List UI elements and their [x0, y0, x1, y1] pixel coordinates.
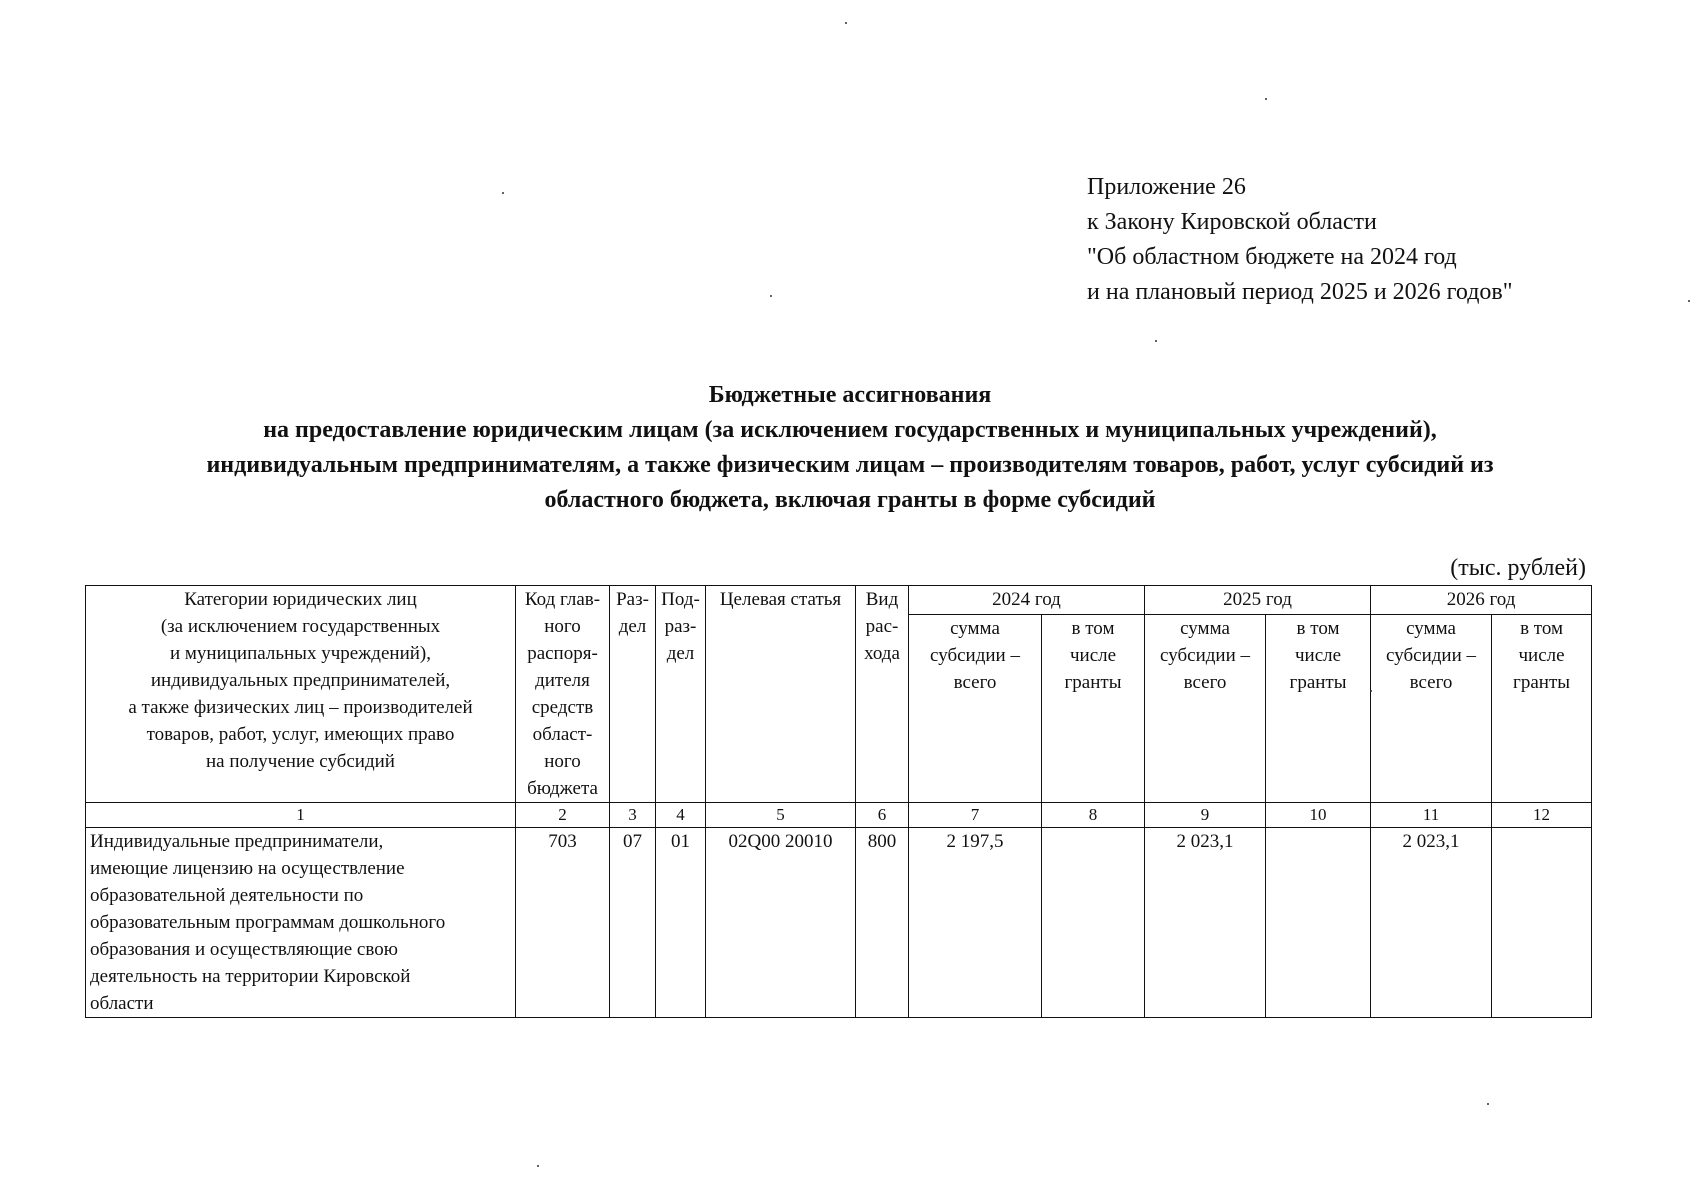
column-number: 2 — [516, 803, 610, 828]
units-label: (тыс. рублей) — [1450, 555, 1586, 581]
column-number: 1 — [86, 803, 516, 828]
cell-sum-2025: 2 023,1 — [1145, 828, 1266, 1018]
scan-speck — [1370, 690, 1372, 692]
annex-line: "Об областном бюджете на 2024 год — [1087, 244, 1457, 270]
header-target: Целевая статья — [706, 586, 856, 803]
header-admin-code: Код глав- ного распоря- дителя средств област- ного бюджета — [516, 586, 610, 803]
document-title — [90, 378, 1610, 518]
header-subsidy-total: сумма субсидии – всего — [909, 615, 1042, 803]
header-subsidy-total: сумма субсидии – всего — [1145, 615, 1266, 803]
cell-grants-2024 — [1042, 828, 1145, 1018]
scan-speck — [1265, 98, 1267, 100]
header-grants: в том числе гранты — [1492, 615, 1592, 803]
cell-category: Индивидуальные предприниматели, имеющие лицензию на осуществление образовательной деятельности по образовательным программам дошкольного образования и осуществляющие свою деятельность на территории Кировской области — [86, 828, 516, 1018]
title-line: на предоставление юридическим лицам (за исключением государственных и муниципальных учреждений), — [263, 417, 1437, 443]
annex-line: к Закону Кировской области — [1087, 209, 1377, 235]
cell-grants-2025 — [1266, 828, 1371, 1018]
cell-sum-2026: 2 023,1 — [1371, 828, 1492, 1018]
annex-line: и на плановый период 2025 и 2026 годов" — [1087, 279, 1513, 305]
header-subsection: Под- раз- дел — [656, 586, 706, 803]
header-year-2025: 2025 год — [1145, 586, 1371, 615]
title-line: Бюджетные ассигнования — [708, 382, 992, 408]
scan-speck — [1155, 340, 1157, 342]
title-line: областного бюджета, включая гранты в форме субсидий — [544, 487, 1156, 513]
annex-block — [1087, 170, 1513, 310]
column-number: 3 — [610, 803, 656, 828]
header-year-2024: 2024 год — [909, 586, 1145, 615]
scan-speck — [845, 22, 847, 24]
annex-line: Приложение 26 — [1087, 174, 1246, 200]
column-number: 11 — [1371, 803, 1492, 828]
scan-speck — [1688, 300, 1690, 302]
header-row — [86, 586, 1592, 615]
column-number: 10 — [1266, 803, 1371, 828]
header-subsidy-total: сумма субсидии – всего — [1371, 615, 1492, 803]
table-row — [86, 828, 1592, 1018]
title-line: индивидуальным предпринимателям, а также физическим лицам – производителям товаров, работ, услуг субсидий из — [206, 452, 1494, 478]
column-number: 9 — [1145, 803, 1266, 828]
column-number: 12 — [1492, 803, 1592, 828]
budget-table — [85, 585, 1592, 1018]
cell-subsection: 01 — [656, 828, 706, 1018]
column-number: 5 — [706, 803, 856, 828]
column-number: 6 — [856, 803, 909, 828]
header-expense-type: Вид рас- хода — [856, 586, 909, 803]
scan-speck — [537, 1165, 539, 1167]
column-number: 8 — [1042, 803, 1145, 828]
cell-target: 02Q00 20010 — [706, 828, 856, 1018]
cell-sum-2024: 2 197,5 — [909, 828, 1042, 1018]
cell-section: 07 — [610, 828, 656, 1018]
cell-expense-type: 800 — [856, 828, 909, 1018]
column-number: 7 — [909, 803, 1042, 828]
cell-admin-code: 703 — [516, 828, 610, 1018]
column-number-row — [86, 803, 1592, 828]
header-grants: в том числе гранты — [1042, 615, 1145, 803]
header-category: Категории юридических лиц (за исключением государственных и муниципальных учреждений), индивидуальных предпринимателей, а также физических лиц – производителей товаров, работ, услуг, имеющих право на получение субсидий — [86, 586, 516, 803]
scan-speck — [502, 192, 504, 194]
scan-speck — [1487, 1103, 1489, 1105]
header-section: Раз- дел — [610, 586, 656, 803]
scan-speck — [770, 295, 772, 297]
header-grants: в том числе гранты — [1266, 615, 1371, 803]
cell-grants-2026 — [1492, 828, 1592, 1018]
header-year-2026: 2026 год — [1371, 586, 1592, 615]
column-number: 4 — [656, 803, 706, 828]
